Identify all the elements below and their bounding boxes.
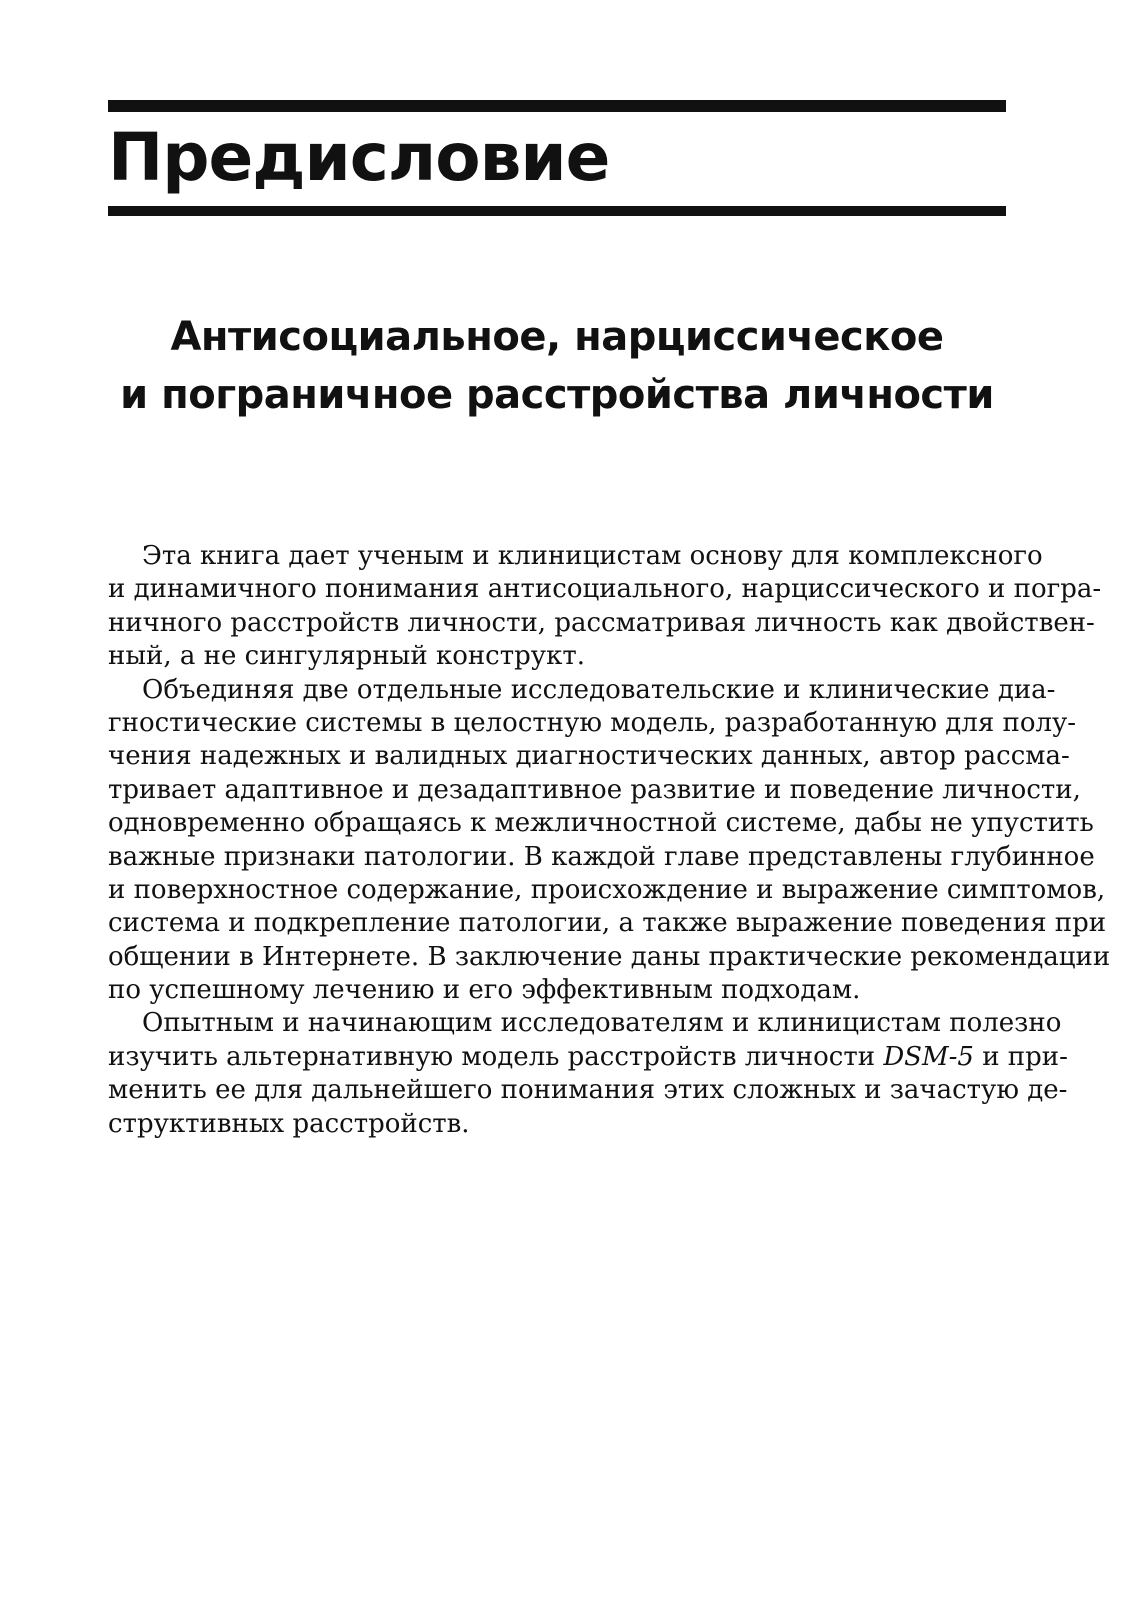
paragraph-line: менить ее для дальнейшего понимания этих сложных и зачастую де- [108, 1075, 1068, 1106]
text-run: изучить альтернативную модель расстройств личности [108, 1041, 884, 1072]
paragraph-line: ничного расстройств личности, рассматривая личность как двойствен- [108, 607, 1095, 638]
paragraph-line: структивных расстройств. [108, 1108, 470, 1139]
paragraph-line: одновременно обращаясь к межличностной системе, дабы не упустить [108, 808, 1094, 839]
paragraph-line: гностические системы в целостную модель, разработанную для полу- [108, 707, 1077, 738]
paragraph-line: Объединяя две отдельные исследовательские и клинические диа- [142, 674, 1056, 705]
paragraph-line: тривает адаптивное и дезадаптивное развитие и поведение личности, [108, 774, 1081, 805]
paragraph-line: по успешному лечению и его эффективным подходам. [108, 975, 861, 1006]
chapter-title: Предисловие [108, 119, 610, 196]
paragraph-line: система и подкрепление патологии, а также выражение поведения при [108, 908, 1107, 939]
book-subtitle [108, 308, 1006, 424]
paragraph-line: Эта книга дает ученым и клиницистам основу для комплексного [142, 541, 1043, 571]
paragraph-line: ный, а не сингулярный конструкт. [108, 641, 585, 672]
paragraph-line: Опытным и начинающим исследователям и клиницистам полезно [142, 1008, 1062, 1039]
bottom-rule [108, 206, 1006, 216]
paragraph-line: и динамичного понимания антисоциального, нарциссического и погра- [108, 574, 1102, 605]
paragraph-line: и поверхностное содержание, происхождение и выражение симптомов, [108, 874, 1106, 905]
paragraph-1 [108, 540, 1102, 674]
subtitle-line-2: и пограничное расстройства личности [120, 372, 994, 418]
preface-body [108, 540, 1111, 1141]
paragraph-3 [108, 1007, 1068, 1141]
paragraph-line: важные признаки патологии. В каждой главе представлены глубинное [108, 841, 1095, 872]
paragraph-line: общении в Интернете. В заключение даны практические рекомендации [108, 941, 1111, 972]
paragraph-line: чения надежных и валидных диагностических данных, автор рассма- [108, 741, 1070, 772]
subtitle-line-1: Антисоциальное, нарциссическое [170, 314, 944, 360]
paragraph-line [108, 1041, 1068, 1074]
text-run: и при- [973, 1041, 1068, 1072]
dsm-5-italic: DSM-5 [883, 1041, 974, 1072]
paragraph-2 [108, 674, 1111, 1008]
